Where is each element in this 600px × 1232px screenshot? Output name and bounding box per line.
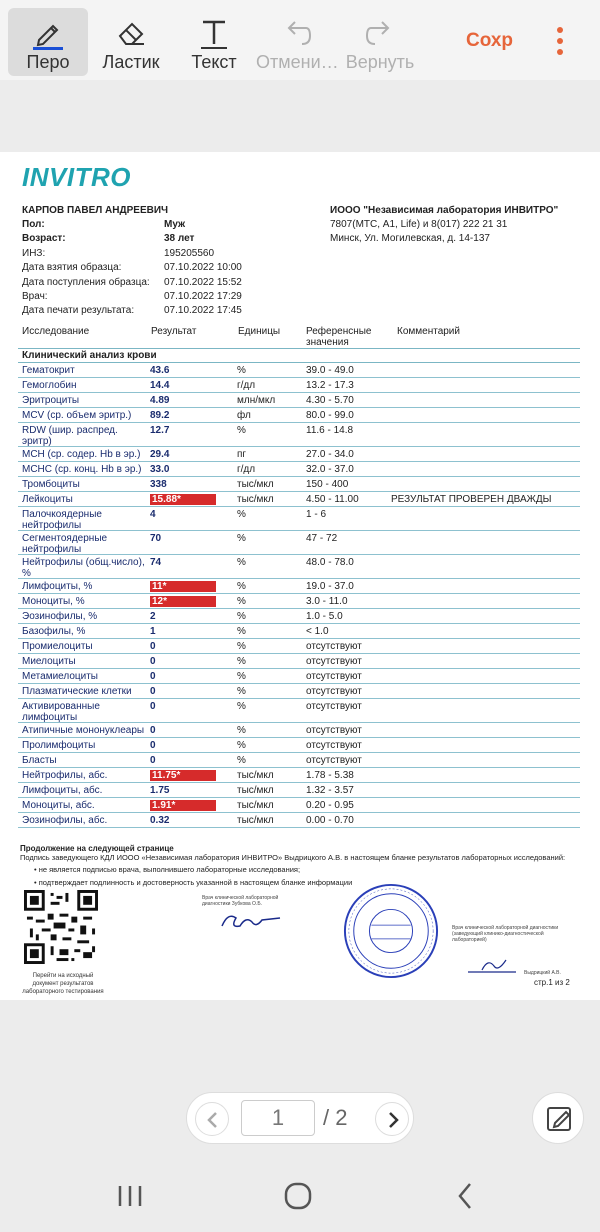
result-unit: % (237, 701, 246, 712)
home-button[interactable] (278, 1178, 318, 1214)
result-value: 70 (150, 533, 162, 544)
qr-caption: Перейти на исходный документ результатов лабораторного тестирования (22, 973, 104, 995)
result-value: 1.75 (150, 785, 170, 796)
result-unit: тыс/мкл (237, 479, 274, 490)
test-name: Лимфоциты, % (22, 581, 93, 592)
editor-toolbar (0, 0, 600, 80)
pen-tool-label: Перо (26, 52, 70, 72)
test-name: Атипичные мононуклеары (22, 725, 145, 736)
result-value: 0 (150, 701, 156, 712)
patient-field-value: 38 лет (164, 233, 195, 245)
table-row (18, 624, 580, 639)
test-name: Эозинофилы, % (22, 611, 98, 622)
column-header-test: Исследование (22, 326, 90, 337)
result-unit: пг (237, 449, 247, 460)
reference-range: отсутствуют (306, 641, 362, 652)
table-row (18, 783, 580, 798)
test-name: Эозинофилы, абс. (22, 815, 108, 826)
reference-range: 4.30 - 5.70 (306, 395, 354, 406)
page-number-input[interactable]: 1 (241, 1100, 315, 1136)
result-value: 89.2 (150, 410, 170, 421)
header-divider (18, 348, 580, 349)
previous-page-button[interactable] (195, 1102, 229, 1136)
result-value: 0 (150, 686, 156, 697)
patient-field-label: Дата печати результата: (22, 305, 135, 317)
reference-range: отсутствуют (306, 755, 362, 766)
eraser-tool-label: Ластик (102, 52, 160, 72)
test-name: Гемоглобин (22, 380, 77, 391)
result-unit: % (237, 557, 246, 568)
reference-range: 27.0 - 34.0 (306, 449, 354, 460)
result-value: 74 (150, 557, 162, 568)
result-unit: г/дл (237, 464, 256, 475)
table-row (18, 462, 580, 477)
table-row (18, 738, 580, 753)
reference-range: отсутствуют (306, 725, 362, 736)
flagged-result-value: 12* (150, 596, 216, 607)
result-value: 0 (150, 671, 156, 682)
test-name: Лейкоциты (22, 494, 73, 505)
test-name: Метамиелоциты (22, 671, 98, 682)
result-unit: тыс/мкл (237, 815, 274, 826)
reference-range: 19.0 - 37.0 (306, 581, 354, 592)
qr-code[interactable] (24, 890, 98, 964)
result-unit: тыс/мкл (237, 785, 274, 796)
test-name: Нейтрофилы (общ.число), % (22, 557, 145, 579)
flagged-result-value: 1.91* (150, 800, 216, 811)
test-name: Моноциты, % (22, 596, 85, 607)
test-name: Плазматические клетки (22, 686, 132, 697)
result-comment: РЕЗУЛЬТАТ ПРОВЕРЕН ДВАЖДЫ (391, 494, 552, 505)
home-icon (278, 1178, 318, 1214)
invitro-logo: INVITRO (22, 162, 131, 192)
patient-name: КАРПОВ ПАВЕЛ АНДРЕЕВИЧ (22, 205, 169, 216)
result-unit: млн/мкл (237, 395, 276, 406)
reference-range: 39.0 - 49.0 (306, 365, 354, 376)
undo-label: Отмени… (256, 52, 339, 72)
column-header-comment: Комментарий (397, 326, 460, 337)
result-unit: % (237, 581, 246, 592)
table-row (18, 579, 580, 594)
patient-field-label: Возраст: (22, 233, 66, 245)
reference-range: 3.0 - 11.0 (306, 596, 348, 607)
section-title: Клинический анализ крови (22, 350, 157, 361)
pen-icon (31, 16, 65, 50)
save-button[interactable]: Сохр (466, 30, 514, 51)
result-unit: фл (237, 410, 251, 421)
result-value: 33.0 (150, 464, 170, 475)
result-unit: % (237, 671, 246, 682)
redo-button[interactable] (342, 8, 418, 76)
column-header-result: Результат (151, 326, 197, 337)
result-value: 0.32 (150, 815, 170, 826)
text-tool-button[interactable] (174, 8, 254, 76)
patient-field-label: Дата поступления образца: (22, 276, 150, 288)
test-name: Сегментоядерные нейтрофилы (22, 533, 108, 555)
result-value: 0 (150, 755, 156, 766)
lab-address: Минск, Ул. Могилевская, д. 14-137 (330, 233, 490, 244)
doctor1-title: Врач клинической лабораторной диагностики Зубкова О.Б. (202, 895, 279, 907)
test-name: Нейтрофилы, абс. (22, 770, 108, 781)
reference-range: 1.78 - 5.38 (306, 770, 354, 781)
table-row (18, 531, 580, 555)
patient-field-value: 07.10.2022 17:45 (164, 305, 242, 317)
result-unit: % (237, 755, 246, 766)
table-row (18, 669, 580, 684)
test-name: MCH (ср. содер. Hb в эр.) (22, 449, 141, 460)
more-options-icon[interactable] (548, 24, 572, 60)
lab-phone: 7807(МТС, A1, Life) и 8(017) 222 21 31 (330, 219, 508, 230)
patient-field-value: 195205560 (164, 247, 215, 259)
patient-field-label: Пол: (22, 219, 45, 230)
system-nav-bar (0, 1160, 600, 1232)
test-name: MCV (ср. объем эритр.) (22, 410, 132, 421)
table-row (18, 363, 580, 378)
result-value: 4 (150, 509, 156, 520)
test-name: Эритроциты (22, 395, 80, 406)
table-row (18, 654, 580, 669)
reference-range: 0.20 - 0.95 (306, 800, 354, 811)
reference-range: 11.6 - 14.8 (306, 425, 354, 436)
result-unit: тыс/мкл (237, 494, 274, 505)
result-value: 1 (150, 626, 156, 637)
test-name: Бласты (22, 755, 57, 766)
page-total: / 2 (323, 1105, 348, 1130)
patient-field-value: Муж (164, 219, 186, 230)
document-page (0, 152, 600, 1000)
table-row (18, 684, 580, 699)
reference-range: 0.00 - 0.70 (306, 815, 354, 826)
reference-range: отсутствуют (306, 701, 362, 712)
reference-range: 32.0 - 37.0 (306, 464, 354, 475)
table-row (18, 408, 580, 423)
reference-range: 48.0 - 78.0 (306, 557, 354, 568)
reference-range: 47 - 72 (306, 533, 338, 544)
result-unit: % (237, 626, 246, 637)
continued-note: Продолжение на следующей странице (20, 844, 174, 853)
back-icon (446, 1178, 486, 1214)
table-row (18, 699, 580, 723)
result-unit: % (237, 686, 246, 697)
reference-range: 1.0 - 5.0 (306, 611, 343, 622)
edit-document-icon (533, 1093, 585, 1145)
patient-field-label: Врач: (22, 291, 48, 302)
test-name: Пролимфоциты (22, 740, 96, 751)
result-value: 43.6 (150, 365, 170, 376)
flagged-result-value: 11.75* (150, 770, 216, 781)
reference-range: 13.2 - 17.3 (306, 380, 354, 391)
table-row (18, 768, 580, 783)
column-header-units: Единицы (238, 326, 281, 337)
chevron-left-icon (196, 1103, 230, 1137)
reference-range: отсутствуют (306, 686, 362, 697)
test-name: Гематокрит (22, 365, 75, 376)
reference-range: 80.0 - 99.0 (306, 410, 354, 421)
next-page-button[interactable] (375, 1102, 409, 1136)
result-value: 4.89 (150, 395, 170, 406)
table-row (18, 447, 580, 462)
flagged-result-value: 15.88* (150, 494, 216, 505)
back-button[interactable] (446, 1178, 486, 1214)
column-header-reference: Референсные значения (306, 326, 372, 348)
bullet-2: • подтверждает подлинность и достоверность указанной в настоящем бланке информации (34, 878, 353, 887)
document-page-number: стр.1 из 2 (534, 978, 570, 987)
reference-range: отсутствуют (306, 740, 362, 751)
table-row (18, 753, 580, 768)
result-value: 12.7 (150, 425, 170, 436)
reference-range: отсутствуют (306, 671, 362, 682)
result-unit: % (237, 611, 246, 622)
chevron-right-icon (376, 1103, 410, 1137)
table-row (18, 555, 580, 579)
test-name: Моноциты, абс. (22, 800, 95, 811)
result-unit: % (237, 365, 246, 376)
patient-field-value: 07.10.2022 15:52 (164, 276, 242, 288)
doctor2-name: Выдрицкий А.В. (524, 970, 561, 976)
result-unit: % (237, 509, 246, 520)
pen-tool-button[interactable] (8, 8, 88, 76)
undo-button[interactable] (256, 8, 338, 76)
result-unit: % (237, 641, 246, 652)
result-unit: тыс/мкл (237, 800, 274, 811)
reference-range: отсутствуют (306, 656, 362, 667)
doctor2-signature (466, 954, 522, 976)
result-value: 29.4 (150, 449, 170, 460)
result-unit: % (237, 425, 246, 436)
recent-apps-icon (110, 1178, 150, 1214)
result-unit: тыс/мкл (237, 770, 274, 781)
table-row (18, 393, 580, 408)
result-unit: % (237, 596, 246, 607)
undo-icon (280, 16, 314, 50)
test-name: Миелоциты (22, 656, 76, 667)
result-value: 0 (150, 725, 156, 736)
test-name: Промиелоциты (22, 641, 93, 652)
bullet-1: • не является подписью врача, выполнившего лабораторные исследования; (34, 865, 301, 874)
table-row (18, 723, 580, 738)
result-value: 0 (150, 641, 156, 652)
result-unit: % (237, 725, 246, 736)
page-navigator (186, 1092, 414, 1144)
result-value: 338 (150, 479, 167, 490)
flagged-result-value: 11* (150, 581, 216, 592)
patient-field-value: 07.10.2022 10:00 (164, 262, 242, 274)
test-name: Тромбоциты (22, 479, 80, 490)
lab-name: ИООО "Независимая лаборатория ИНВИТРО" (330, 205, 559, 216)
patient-field-value: 07.10.2022 17:29 (164, 291, 242, 302)
recent-apps-button[interactable] (110, 1178, 150, 1214)
table-row (18, 423, 580, 447)
test-name: Лимфоциты, абс. (22, 785, 103, 796)
lab-stamp (342, 882, 440, 980)
result-value: 2 (150, 611, 156, 622)
doctor2-title: Врач клинической лабораторной диагностики (заведующий клинико-диагностической лабораторией) (452, 925, 559, 943)
eraser-tool-button[interactable] (92, 8, 170, 76)
eraser-icon (114, 16, 148, 50)
signature-note: Подпись заведующего КДЛ ИООО «Независимая лаборатория ИНВИТРО» Выдрицкого А.В. в настоящем бланке результатов лабораторных исследований: (20, 853, 566, 862)
table-row (18, 609, 580, 624)
doctor1-signature (218, 908, 284, 934)
test-name: Базофилы, % (22, 626, 86, 637)
patient-field-label: ИНЗ: (22, 247, 46, 259)
result-unit: % (237, 656, 246, 667)
reference-range: 1.32 - 3.57 (306, 785, 354, 796)
result-unit: % (237, 740, 246, 751)
reference-range: 150 - 400 (306, 479, 349, 490)
reference-range: 4.50 - 11.00 (306, 494, 359, 505)
test-name: RDW (шир. распред. эритр) (22, 425, 118, 447)
table-row (18, 507, 580, 531)
test-name: MCHC (ср. конц. Hb в эр.) (22, 464, 142, 475)
test-name: Активированные лимфоциты (22, 701, 100, 723)
annotate-button[interactable] (532, 1092, 584, 1144)
reference-range: 1 - 6 (306, 509, 327, 520)
table-row (18, 813, 580, 828)
table-row (18, 477, 580, 492)
result-value: 14.4 (150, 380, 170, 391)
result-unit: г/дл (237, 380, 256, 391)
table-row (18, 639, 580, 654)
redo-label: Вернуть (345, 52, 415, 72)
text-icon (197, 16, 231, 50)
reference-range: < 1.0 (306, 626, 329, 637)
redo-icon (363, 16, 397, 50)
result-value: 0 (150, 656, 156, 667)
table-row (18, 378, 580, 393)
text-tool-label: Текст (191, 52, 237, 72)
table-row (18, 594, 580, 609)
table-row (18, 798, 580, 813)
test-name: Палочкоядерные нейтрофилы (22, 509, 102, 531)
result-unit: % (237, 533, 246, 544)
patient-field-label: Дата взятия образца: (22, 262, 122, 274)
result-value: 0 (150, 740, 156, 751)
table-row (18, 492, 580, 507)
